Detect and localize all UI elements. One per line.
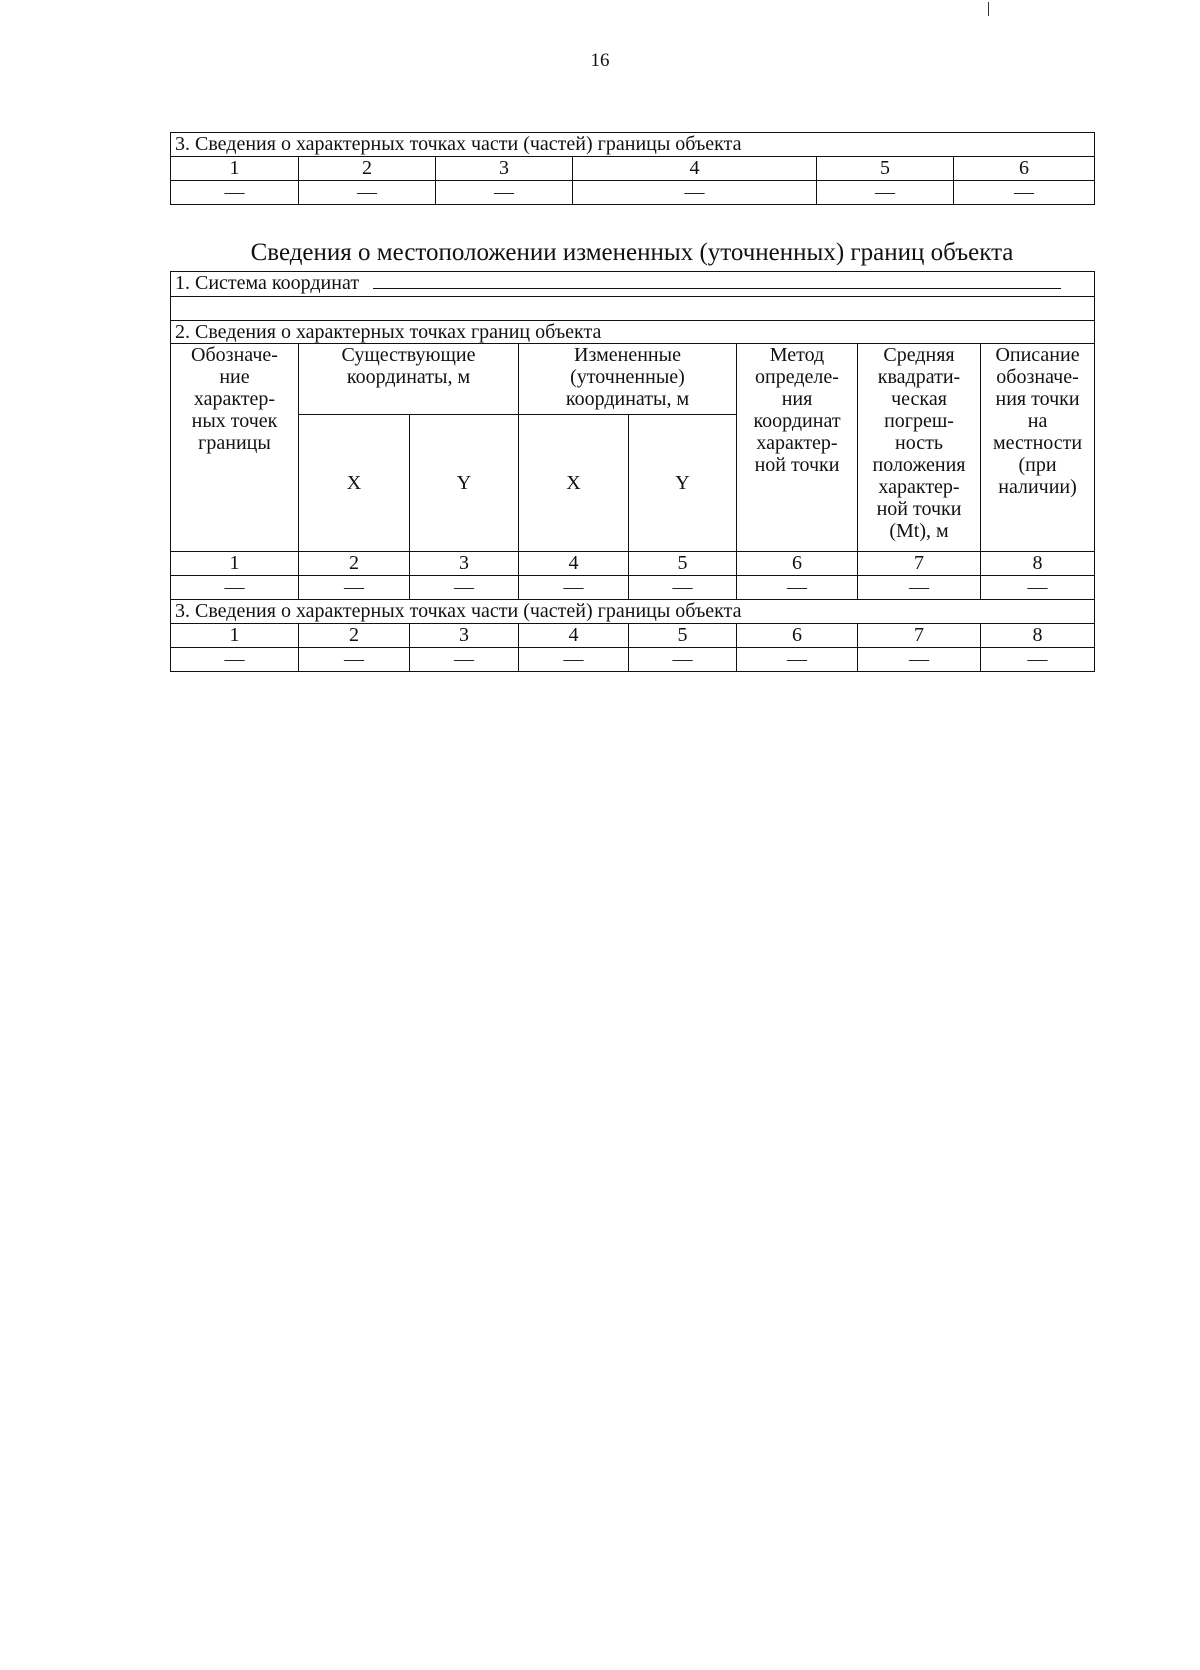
header-changed-y: Y <box>629 415 737 552</box>
header-existing-y: Y <box>410 415 519 552</box>
table-row <box>171 648 1095 672</box>
header-point-designation: Обозначе- ние характер- ных точек границы <box>171 344 299 552</box>
scan-edge-mark <box>988 2 989 16</box>
header-description: Описание обозначе- ния точки на местности (при наличии) <box>981 344 1095 552</box>
coordinate-system-label: 1. Система координат <box>175 272 360 294</box>
empty-cell-dash: — <box>299 181 436 205</box>
section-3-label: 3. Сведения о характерных точках части (частей) границы объекта <box>171 600 1095 624</box>
column-numbers-row <box>171 624 1095 648</box>
column-number: 5 <box>629 552 737 576</box>
header-rmse: Средняя квадрати- ческая погреш- ность положения характер- ной точки (Mt), м <box>858 344 981 552</box>
column-number: 7 <box>858 624 981 648</box>
empty-cell-dash: — <box>981 648 1095 672</box>
table-row <box>171 576 1095 600</box>
empty-cell-dash: — <box>629 648 737 672</box>
page-number: 16 <box>590 50 610 71</box>
column-numbers-row <box>171 157 1095 181</box>
column-number: 5 <box>817 157 954 181</box>
empty-cell-dash: — <box>737 576 858 600</box>
column-number: 2 <box>299 624 410 648</box>
table-row <box>171 181 1095 205</box>
column-number: 7 <box>858 552 981 576</box>
header-changed-x: X <box>519 415 629 552</box>
empty-cell-dash: — <box>858 648 981 672</box>
column-number: 6 <box>954 157 1095 181</box>
empty-cell-dash: — <box>410 648 519 672</box>
column-number: 5 <box>629 624 737 648</box>
column-numbers-row <box>171 552 1095 576</box>
empty-cell-dash: — <box>299 576 410 600</box>
empty-cell-dash: — <box>299 648 410 672</box>
empty-cell-dash: — <box>519 648 629 672</box>
coordinate-system-blank-line <box>373 274 1061 289</box>
column-number: 1 <box>171 552 299 576</box>
header-method: Метод определе- ния координат характер- ной точки <box>737 344 858 552</box>
column-number: 6 <box>737 552 858 576</box>
column-number: 3 <box>410 552 519 576</box>
column-number: 8 <box>981 552 1095 576</box>
empty-cell-dash: — <box>436 181 573 205</box>
empty-cell-dash: — <box>737 648 858 672</box>
empty-cell-dash: — <box>171 648 299 672</box>
column-number: 8 <box>981 624 1095 648</box>
empty-cell-dash: — <box>573 181 817 205</box>
column-number: 1 <box>171 624 299 648</box>
column-number: 6 <box>737 624 858 648</box>
column-number: 4 <box>519 552 629 576</box>
header-changed-coordinates: Измененные (уточненные) координаты, м <box>519 344 737 415</box>
empty-cell-dash: — <box>629 576 737 600</box>
section-3-label: 3. Сведения о характерных точках части (частей) границы объекта <box>171 133 1095 157</box>
column-number: 2 <box>299 157 436 181</box>
header-existing-coordinates: Существующие координаты, м <box>299 344 519 415</box>
empty-cell-dash: — <box>981 576 1095 600</box>
column-number: 4 <box>573 157 817 181</box>
blank-row <box>171 297 1095 321</box>
main-table <box>170 271 1095 672</box>
section-title: Сведения о местоположении измененных (уточненных) границ объекта <box>250 239 1014 266</box>
column-number: 2 <box>299 552 410 576</box>
empty-cell-dash: — <box>171 576 299 600</box>
column-number: 1 <box>171 157 299 181</box>
top-table <box>170 132 1095 205</box>
header-existing-x: X <box>299 415 410 552</box>
column-number: 3 <box>410 624 519 648</box>
empty-cell-dash: — <box>410 576 519 600</box>
empty-cell-dash: — <box>954 181 1095 205</box>
column-number: 3 <box>436 157 573 181</box>
empty-cell-dash: — <box>519 576 629 600</box>
empty-cell-dash: — <box>858 576 981 600</box>
empty-cell-dash: — <box>171 181 299 205</box>
section-2-label: 2. Сведения о характерных точках границ объекта <box>171 321 1095 344</box>
column-number: 4 <box>519 624 629 648</box>
coordinate-system-row <box>171 272 1095 297</box>
empty-cell-dash: — <box>817 181 954 205</box>
